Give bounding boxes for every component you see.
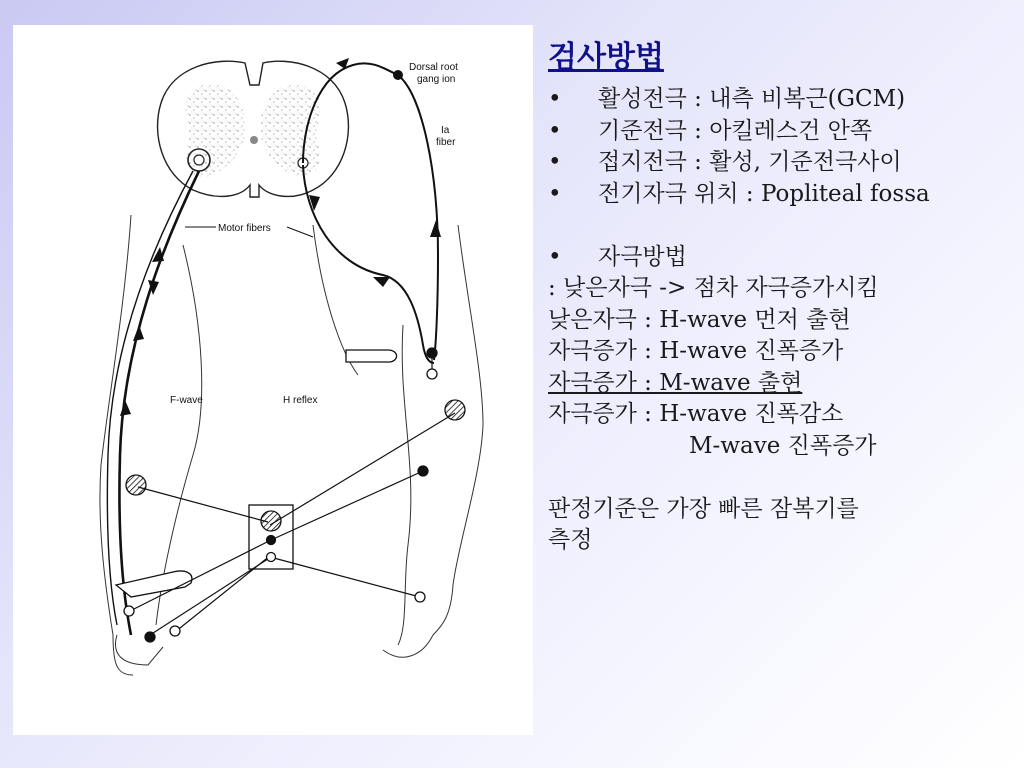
bullet-text: 기준전극 : 아킬레스건 안쪽 bbox=[598, 117, 873, 144]
bullet-symbol: • bbox=[548, 180, 562, 207]
spacer bbox=[548, 210, 1018, 242]
label-drg-line1: Dorsal root bbox=[409, 62, 458, 73]
label-motor-fibers: Motor fibers bbox=[218, 223, 271, 234]
label-f-wave: F-wave bbox=[170, 395, 203, 406]
bullet-symbol: • bbox=[548, 149, 562, 175]
bullet-stimulation-site bbox=[548, 179, 1018, 211]
criteria-line-1: 판정기준은 가장 빠른 잠복기를 bbox=[548, 495, 859, 522]
method-text-column bbox=[548, 36, 1018, 557]
bullet-text: 활성전극 : 내측 비복근(GCM) bbox=[598, 86, 906, 112]
right-stimulator-probe bbox=[346, 350, 397, 362]
spinal-cord bbox=[158, 61, 349, 197]
bullet-symbol: • bbox=[548, 117, 562, 144]
stim-line-intro: : 낮은자극 -> 점차 자극증가시킴 bbox=[548, 275, 879, 301]
stim-line-increase-m: 자극증가 : M-wave 출현 bbox=[548, 369, 803, 396]
label-ia-line2: fiber bbox=[436, 137, 456, 148]
label-ia-line1: Ia bbox=[441, 125, 450, 136]
stim-line-increase-h: 자극증가 : H-wave 진폭증가 bbox=[548, 338, 844, 364]
bullet-text: 전기자극 위치 : Popliteal fossa bbox=[598, 180, 930, 207]
bullet-text: 접지전극 : 활성, 기준전극사이 bbox=[598, 149, 902, 175]
label-drg-line2: gang ion bbox=[417, 74, 456, 85]
sensory-arrows bbox=[309, 58, 441, 287]
stim-line-low: 낮은자극 : H-wave 먼저 출현 bbox=[548, 306, 851, 333]
diagram-svg bbox=[13, 25, 533, 735]
stim-line-increase-h-decrease: 자극증가 : H-wave 진폭감소 bbox=[548, 401, 844, 427]
bullet-stimulation-method bbox=[548, 242, 1018, 274]
bullet-reference-electrode bbox=[548, 116, 1018, 148]
bullet-ground-electrode bbox=[548, 147, 1018, 179]
bullet-active-electrode bbox=[548, 84, 1018, 116]
criteria-line-2: 측정 bbox=[548, 527, 593, 553]
bullet-symbol: • bbox=[548, 86, 562, 112]
bullet-symbol: • bbox=[548, 243, 562, 270]
slide-heading: 검사방법 bbox=[548, 40, 664, 75]
nerve-conduction-diagram bbox=[13, 25, 533, 735]
stim-line-m-amplitude: M-wave 진폭증가 bbox=[689, 432, 877, 459]
sensory-nerve-path bbox=[303, 63, 438, 363]
bullet-text: 자극방법 bbox=[598, 243, 687, 270]
electrodes bbox=[124, 348, 465, 642]
spacer bbox=[548, 462, 1018, 494]
label-h-reflex: H reflex bbox=[283, 395, 318, 406]
left-stimulator-probe bbox=[116, 571, 192, 597]
